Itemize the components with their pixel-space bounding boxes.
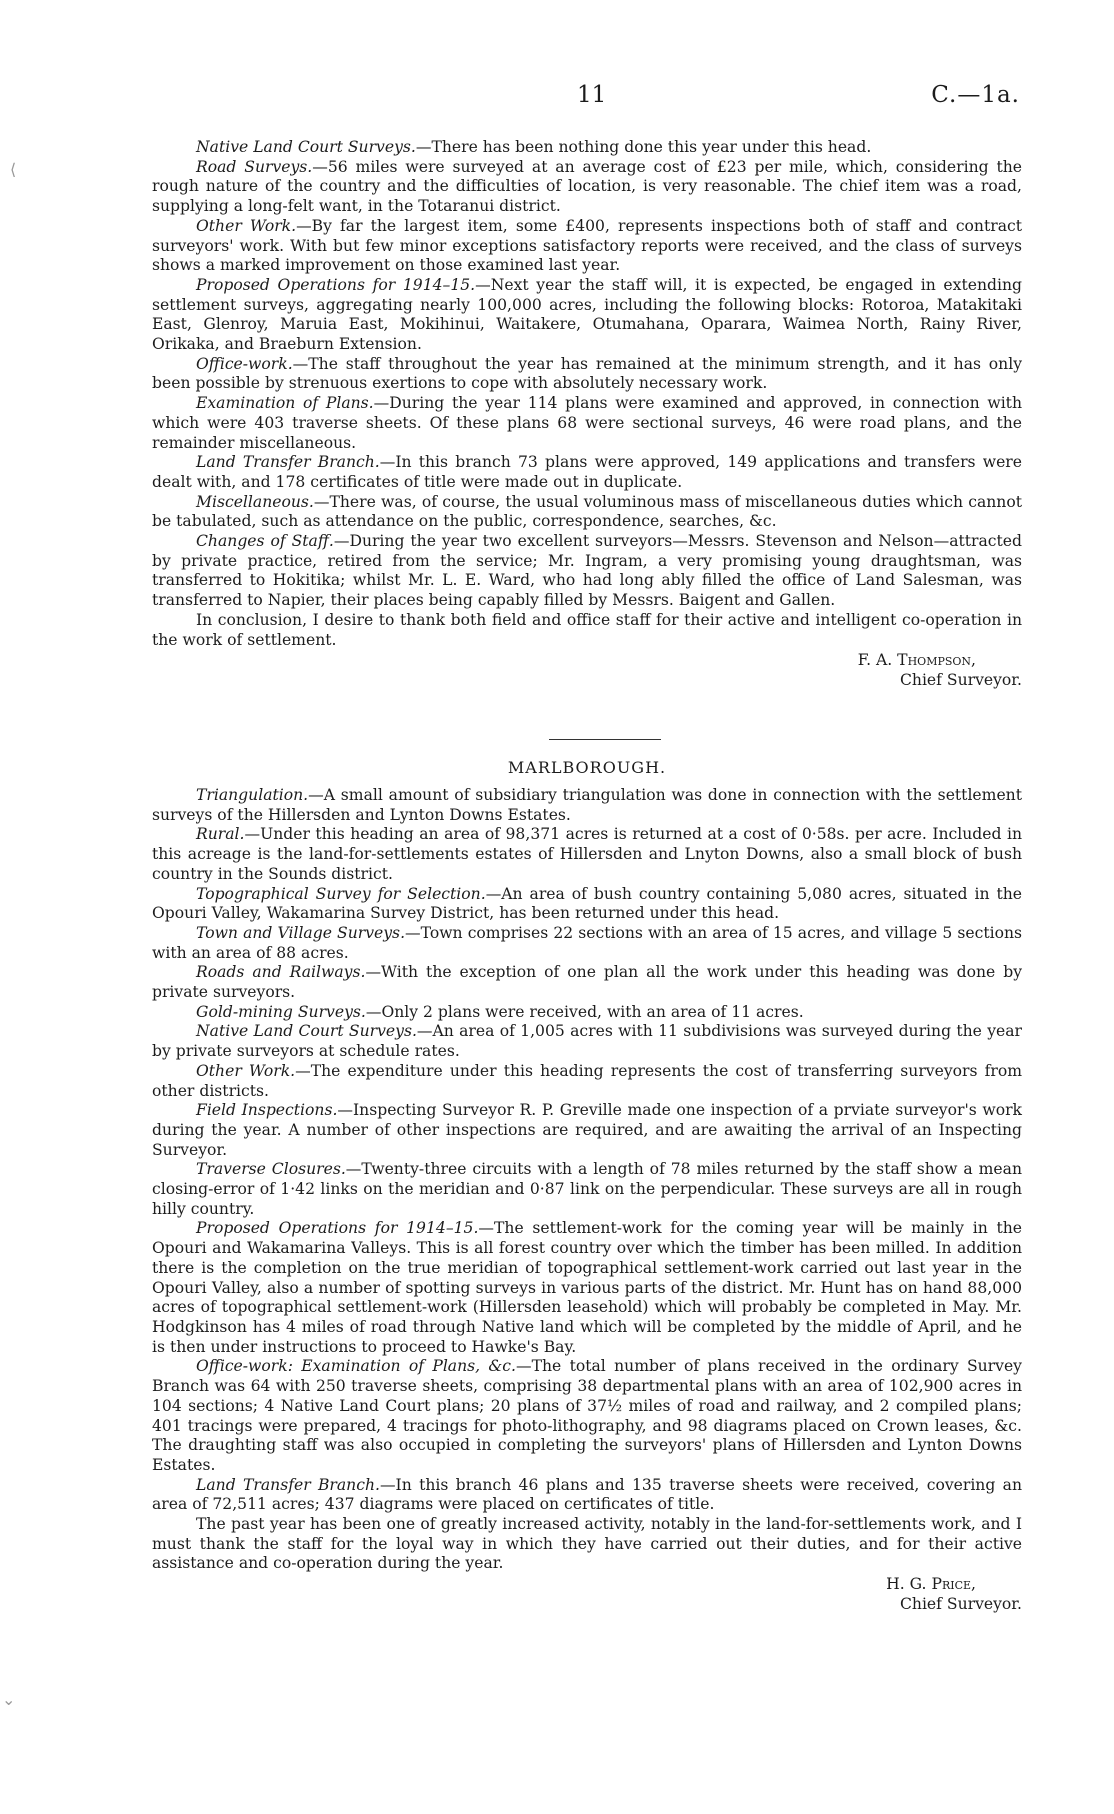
document-reference: C.—1a.: [931, 82, 1020, 108]
westland-section: [152, 138, 1022, 690]
signatory-title: Chief Surveyor.: [899, 671, 1022, 690]
paragraph: [152, 276, 1022, 355]
paragraph: [152, 924, 1022, 963]
paragraph-heading: Topographical Survey for Selection.: [196, 884, 486, 903]
paragraph: [152, 1476, 1022, 1515]
paragraph: [152, 217, 1022, 276]
marlborough-section: [152, 786, 1022, 1614]
paragraph-heading: Native Land Court Surveys.: [196, 138, 416, 156]
paragraph: [152, 786, 1022, 825]
paragraph-heading: Town and Village Surveys.: [196, 923, 406, 942]
paragraph-text: —The total number of plans received in the ordinary Survey Branch was 64 with 250 traverse sheets, comprising 38 departmental plans with an area of 102,900 acres in 104 sections; 4 Native Land Court plans; 20 plans of 37½ miles of road and railway, and 2 compiled plans; 401 tracings were prepared, 4 tracings for photo-lithography, and 98 diagrams placed on Crown leases, &c. The draughting staff was also occupied in completing the surveyors' plans of Hillersden and Lynton Downs Estates.: [152, 1357, 1022, 1474]
paragraph: [152, 1515, 1022, 1574]
page-header: [150, 82, 1020, 116]
paragraph-text: In conclusion, I desire to thank both field and office staff for their active and intelligent co-operation in the work of settlement.: [152, 610, 1022, 649]
paragraph-text: —An area of 1,005 acres with 11 subdivisions was surveyed during the year by private surveyors at schedule rates.: [152, 1022, 1022, 1061]
paragraph-text: —Next year the staff will, it is expected, be engaged in extending settlement surveys, aggregating nearly 100,000 acres, including the following blocks: Rotoroa, Matakitaki East, Glenroy, Maruia East, Mokihinui, Waitakere, Otumahana, Oparara, Waimea North, Rainy River, Orikaka, and Braeburn Extension.: [152, 275, 1022, 354]
paragraph: [152, 1062, 1022, 1101]
paragraph-heading: Other Work.: [196, 216, 297, 235]
paragraph-text: —The staff throughout the year has remained at the minimum strength, and it has only been possible by strenuous exertions to cope with absolutely necessary work.: [152, 354, 1022, 393]
paragraph-text: —A small amount of subsidiary triangulation was done in connection with the settlement surveys of the Hillersden and Lynton Downs Estates.: [152, 786, 1022, 824]
paragraph-heading: Proposed Operations for 1914–15.: [196, 1219, 479, 1238]
paragraph-text: —By far the largest item, some £400, represents inspections both of staff and contract surveyors' work. With but few minor exceptions satisfactory reports were received, and the class of surveys shows a marked improvement on those examined last year.: [152, 216, 1022, 275]
paragraph: [152, 825, 1022, 884]
paragraph-text: —Only 2 plans were received, with an area of 11 acres.: [365, 1002, 804, 1021]
paragraph-heading: Gold-mining Surveys.: [196, 1002, 366, 1021]
paragraph-heading: Field Inspections.: [196, 1101, 338, 1120]
paragraph-heading: Changes of Staff.: [196, 532, 334, 551]
paragraph-text: —There has been nothing done this year under this head.: [415, 138, 872, 156]
paragraph-text: —Inspecting Surveyor R. P. Greville made one inspection of a prviate surveyor's work during the year. A number of other inspections are required, and are awaiting the arrival of an Inspecting Surveyor.: [152, 1101, 1022, 1159]
paragraph-heading: Office-work: Examination of Plans, &c.: [196, 1357, 516, 1376]
paragraph-heading: Proposed Operations for 1914–15.: [196, 275, 476, 294]
paragraph-heading: Other Work.: [196, 1061, 296, 1080]
paragraph-text: —Under this heading an area of 98,371 acres is returned at a cost of 0·58s. per acre. Included in this acreage is the land-for-settlements estates of Hillersden and Lnyton Downs, also a small block of bush country in the Sounds district.: [152, 825, 1022, 883]
paragraph: [152, 355, 1022, 394]
paragraph: [152, 453, 1022, 492]
paragraph-heading: Native Land Court Surveys.: [196, 1022, 417, 1041]
signatory-name: H. G. Price,: [886, 1575, 976, 1594]
paragraph: [152, 532, 1022, 611]
paragraph-text: —With the exception of one plan all the work under this heading was done by private surveyors.: [152, 963, 1023, 1002]
paragraph-heading: Examination of Plans.: [196, 394, 374, 413]
paragraph: [152, 1003, 1022, 1023]
paragraph-text: —Town comprises 22 sections with an area of 15 acres, and village 5 sections with an area of 88 acres.: [152, 923, 1023, 962]
paragraph-text: —56 miles were surveyed at an average cost of £23 per mile, which, considering the rough nature of the country and the difficulties of location, is very reasonable. The chief item was a road, supplying a long-felt want, in the Totaranui district.: [152, 157, 1022, 216]
paragraph-text: —The settlement-work for the coming year will be mainly in the Opouri and Wakamarina Valleys. This is all forest country over which the timber has been milled. In addition there is the completion on the true meridian of topographical settlement-work carried out last year in the Opouri Valley, also a number of spotting surveys in various parts of the district. Mr. Hunt has on hand 88,000 acres of topographical settlement-work (Hillersden leasehold) which will probably be completed in May. Mr. Hodgkinson has 4 miles of road through Native land which will be completed by the middle of April, and he is then under instructions to proceed to Hawke's Bay.: [152, 1219, 1022, 1356]
paragraph-heading: Roads and Railways.: [196, 963, 366, 982]
paragraph-heading: Land Transfer Branch.: [196, 1475, 380, 1494]
paragraph: [152, 138, 1022, 158]
section-title: MARLBOROUGH.: [507, 758, 667, 777]
paragraph: [152, 885, 1022, 924]
margin-mark-icon: ⟨: [10, 160, 17, 179]
paragraph-text: —There was, of course, the usual voluminous mass of miscellaneous duties which cannot be tabulated, such as attendance on the public, correspondence, searches, &c.: [152, 492, 1022, 531]
paragraph: [152, 611, 1022, 650]
paragraph-text: —In this branch 73 plans were approved, 149 applications and transfers were dealt with, and 178 certificates of title were made out in duplicate.: [152, 453, 1022, 491]
paragraph: [152, 394, 1022, 453]
signature-block: [152, 650, 1022, 690]
paragraph-text: —During the year 114 plans were examined and approved, in connection with which were 403 traverse sheets. Of these plans 68 were sectional surveys, 46 were road plans, and the remainder miscellaneous.: [152, 394, 1022, 452]
section-divider: [549, 739, 661, 740]
paragraph-heading: Triangulation.: [196, 786, 309, 804]
paragraph-text: —In this branch 46 plans and 135 traverse sheets were received, covering an area of 72,511 acres; 437 diagrams were placed on certificates of title.: [152, 1475, 1022, 1514]
paragraph-heading: Road Surveys.: [196, 157, 313, 176]
paragraph: [152, 158, 1022, 217]
margin-mark-icon: ⌄: [2, 1690, 16, 1709]
paragraph-text: —Twenty-three circuits with a length of 78 miles returned by the staff show a mean closing-error of 1·42 links on the meridian and 0·87 link on the perpendicular. These surveys are all in rough hilly country.: [152, 1160, 1023, 1218]
paragraph: [152, 1160, 1022, 1219]
paragraph-heading: Office-work.: [196, 354, 293, 373]
page-number: 11: [577, 82, 607, 108]
signatory-name: F. A. Thompson,: [857, 651, 976, 670]
paragraph: [152, 1022, 1022, 1061]
signature-block: [152, 1574, 1022, 1614]
signatory-title: Chief Surveyor.: [899, 1595, 1022, 1614]
paragraph-text: —An area of bush country containing 5,080 acres, situated in the Opouri Valley, Wakamarina Survey District, has been returned under this head.: [152, 884, 1022, 923]
paragraph: [152, 1101, 1022, 1160]
paragraph: [152, 493, 1022, 532]
paragraph: [152, 1357, 1022, 1475]
paragraph-text: The past year has been one of greatly increased activity, notably in the land-for-settlements work, and I must thank the staff for the loyal way in which they have carried out their duties, and for their active assistance and co-operation during the year.: [152, 1515, 1022, 1573]
paragraph-text: —The expenditure under this heading represents the cost of transferring surveyors from other districts.: [152, 1061, 1022, 1100]
paragraph-heading: Traverse Closures.: [196, 1160, 346, 1179]
paragraph-heading: Land Transfer Branch.: [196, 453, 380, 472]
paragraph-text: —During the year two excellent surveyors—Messrs. Stevenson and Nelson—attracted by private practice, retired from the service; Mr. Ingram, a very promising young draughtsman, was transferred to Hokitika; whilst Mr. L. E. Ward, who had long ably filled the office of Land Salesman, was transferred to Napier, their places being capably filled by Messrs. Baigent and Gallen.: [152, 532, 1022, 610]
paragraph: [152, 1219, 1022, 1357]
paragraph-heading: Miscellaneous.: [196, 492, 314, 511]
paragraph: [152, 963, 1022, 1002]
paragraph-heading: Rural.: [196, 825, 245, 844]
